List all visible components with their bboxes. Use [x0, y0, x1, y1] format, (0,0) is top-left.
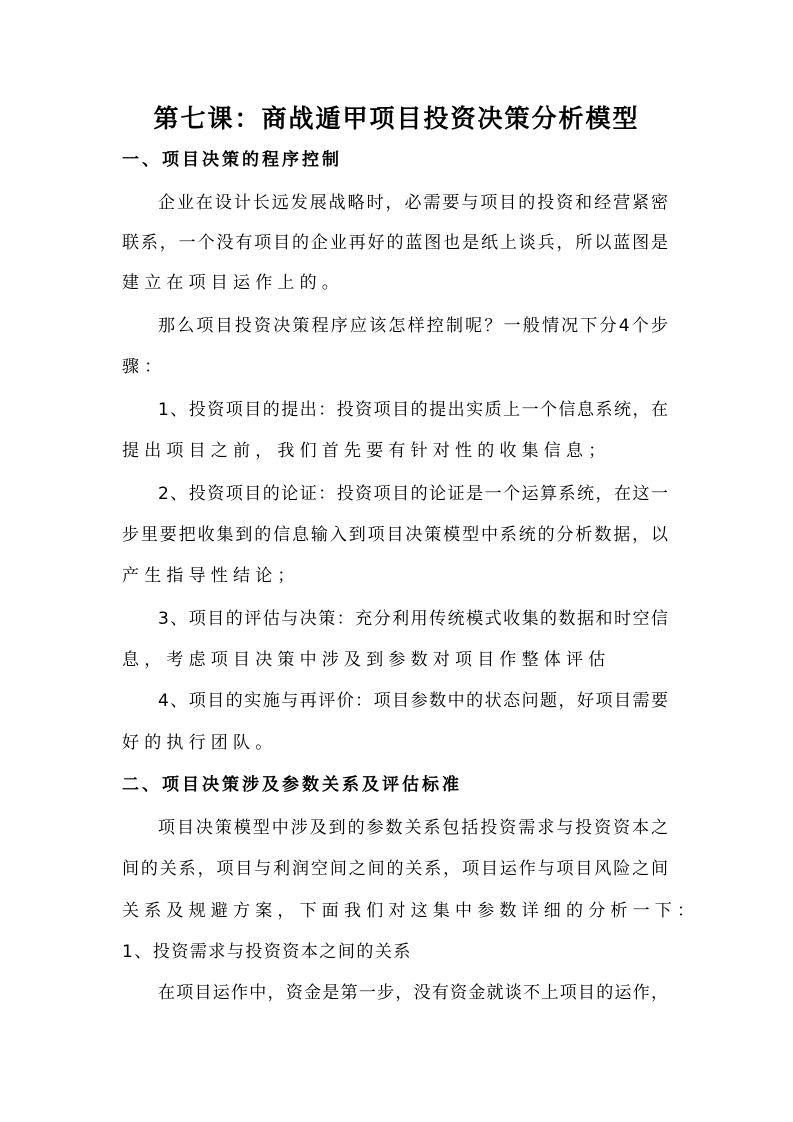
- step-1-line: 提出项目之前，我们首先要有针对性的收集信息；: [122, 441, 611, 461]
- document-title: 第七课：商战遁甲项目投资决策分析模型: [153, 104, 640, 133]
- step-2-line: 2、投资项目的论证：投资项目的论证是一个运算系统，在这一: [158, 484, 668, 504]
- step-2-line: 产生指导性结论；: [122, 566, 300, 586]
- paragraph-line: 在项目运作中，资金是第一步，没有资金就谈不上项目的运作，: [158, 983, 668, 1003]
- paragraph-line: 企业在设计长远发展战略时，必需要与项目的投资和经营紧密: [158, 193, 668, 213]
- step-4-line: 好的执行团队。: [122, 733, 278, 753]
- paragraph-line: 关系及规避方案，下面我们对这集中参数详细的分析一下：: [122, 901, 700, 921]
- section-heading-1: 一、项目决策的程序控制: [122, 150, 342, 170]
- paragraph-line: 骤：: [122, 357, 167, 377]
- subsection-heading: 1、投资需求与投资资本之间的关系: [122, 942, 412, 962]
- step-3-line: 3、项目的评估与决策：充分利用传统模式收集的数据和时空信: [158, 609, 668, 629]
- paragraph-line: 联系，一个没有项目的企业再好的蓝图也是纸上谈兵，所以蓝图是: [122, 233, 668, 253]
- step-4-line: 4、项目的实施与再评价：项目参数中的状态问题，好项目需要: [158, 691, 668, 711]
- paragraph-line: 间的关系，项目与利润空间之间的关系，项目运作与项目风险之间: [122, 859, 668, 879]
- step-3-line: 息，考虑项目决策中涉及到参数对项目作整体评估: [122, 650, 611, 670]
- step-1-line: 1、投资项目的提出：投资项目的提出实质上一个信息系统，在: [158, 400, 668, 420]
- paragraph-line: 那么项目投资决策程序应该怎样控制呢？一般情况下分4个步: [158, 316, 668, 336]
- section-heading-2: 二、项目决策涉及参数关系及评估标准: [122, 775, 462, 795]
- step-2-line: 步里要把收集到的信息输入到项目决策模型中系统的分析数据，以: [122, 525, 668, 545]
- paragraph-line: 项目决策模型中涉及到的参数关系包括投资需求与投资资本之: [158, 818, 668, 838]
- paragraph-line: 建立在项目运作上的。: [122, 273, 344, 293]
